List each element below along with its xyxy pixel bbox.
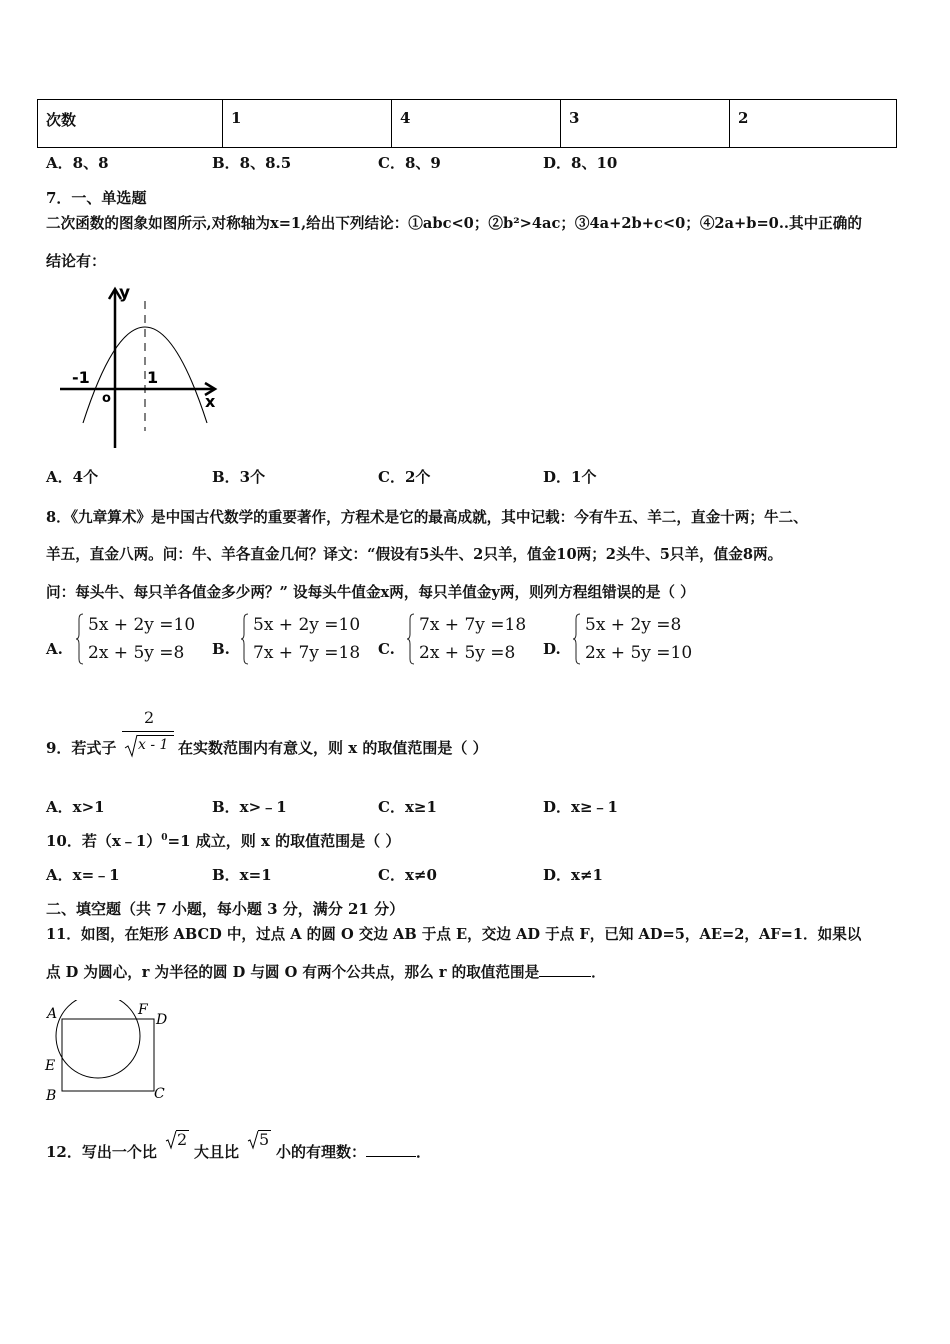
q10-option-c: C．x≠0: [378, 866, 437, 884]
sqrt-icon: [165, 1130, 177, 1150]
data-table: [37, 99, 897, 148]
q8-option-c-label: C.: [378, 640, 395, 658]
label-e: E: [45, 1058, 56, 1074]
q9-option-c: C．x≥1: [378, 798, 437, 816]
equation: 2x + 5y =8: [419, 643, 516, 663]
sqrt-icon: [124, 734, 138, 758]
q8-line1: 8．《九章算术》是中国古代数学的重要著作，方程术是它的最高成就，其中记载：今有牛五、羊二，直金十两；牛二、: [46, 509, 808, 526]
q7-option-b: B．3个: [212, 468, 266, 486]
q12-end: ．: [416, 1143, 432, 1161]
q8-option-a-label: A.: [46, 640, 63, 658]
q6-option-b: B．8、8.5: [212, 154, 292, 172]
q6-option-d: D．8、10: [543, 154, 618, 172]
table-cell: 2: [730, 100, 897, 148]
label-f: F: [138, 1002, 148, 1018]
q8-option-b-system: [241, 611, 361, 669]
q11-line2: [46, 961, 606, 982]
q10-question: [46, 830, 400, 851]
q9-option-d: D．x≥﹣1: [543, 798, 618, 816]
parabola-graph: [55, 283, 225, 453]
table-cell: 次数: [38, 100, 223, 148]
label-a: A: [47, 1006, 58, 1022]
radicand: x - 1: [138, 737, 169, 753]
brace-icon: [573, 613, 581, 665]
q10-superscript: 0: [161, 833, 168, 843]
graph-y-label: y: [119, 283, 131, 303]
equation: 5x + 2y =10: [253, 615, 361, 635]
q8-line2: 羊五，直金八两。问：牛、羊各直金几何？译文：“假设有5头牛、2只羊，值金10两；2头牛、5只羊，值金8两。: [46, 546, 783, 563]
q10-option-a: A．x=﹣1: [46, 866, 120, 884]
q12-prefix: 12．写出一个比: [46, 1143, 157, 1161]
brace-icon: [76, 613, 84, 665]
section-heading: 二、填空题（共 7 小题，每小题 3 分，满分 21 分）: [46, 900, 405, 918]
q6-option-c: C．8、9: [378, 154, 441, 172]
graph-one-label: 1: [147, 368, 159, 387]
q7-line2: 结论有：: [46, 252, 107, 270]
q12-suffix-line: [276, 1141, 431, 1162]
q10-suffix: =1 成立，则 x 的取值范围是（ ）: [167, 832, 401, 850]
q11-line2-text: 点 D 为圆心，r 为半径的圆 D 与圆 O 有两个公共点，那么 r 的取值范围是: [46, 964, 540, 981]
answer-blank[interactable]: [539, 962, 591, 977]
table-cell: 4: [392, 100, 561, 148]
q12-suffix: 小的有理数：: [276, 1143, 367, 1161]
q7-option-a: A．4个: [46, 468, 99, 486]
sqrt-2: [165, 1126, 193, 1152]
q9-fraction: [122, 708, 176, 760]
label-c: C: [154, 1086, 165, 1102]
equation: 7x + 7y =18: [253, 643, 361, 663]
q8-option-b-label: B.: [212, 640, 230, 658]
equation: 5x + 2y =10: [88, 615, 196, 635]
q10-option-d: D．x≠1: [543, 866, 603, 884]
graph-origin-label: o: [102, 391, 111, 406]
q7-heading: 7．一、单选题: [46, 189, 147, 207]
q7-option-d: D．1个: [543, 468, 597, 486]
rectangle-circle-figure: [42, 1000, 182, 1105]
q6-option-a: A．8、8: [46, 154, 109, 172]
q11-line1: 11．如图，在矩形 ABCD 中，过点 A 的圆 O 交边 AB 于点 E，交边 AD 于点 F，已知 AD=5，AE=2，AF=1．如果以: [46, 926, 862, 943]
table-cell: 1: [223, 100, 392, 148]
sqrt-5: [247, 1126, 275, 1152]
sqrt-icon: [247, 1130, 259, 1150]
answer-blank[interactable]: [366, 1142, 416, 1157]
q8-option-c-system: [407, 611, 527, 669]
radicand: 5: [259, 1130, 270, 1149]
q8-option-a-system: [76, 611, 196, 669]
fraction-numerator: 2: [144, 708, 155, 727]
q9-option-a: A．x>1: [46, 798, 105, 816]
radicand: 2: [177, 1130, 188, 1149]
q9-suffix: 在实数范围内有意义，则 x 的取值范围是（ ）: [178, 739, 488, 757]
q7-line1: 二次函数的图象如图所示,对称轴为x=1,给出下列结论：①abc<0；②b²>4ac；③4a+2b+c<0；④2a+b=0..其中正确的: [46, 215, 862, 232]
q9-option-b: B．x>﹣1: [212, 798, 287, 816]
equation: 5x + 2y =8: [585, 615, 682, 635]
q10-prefix: 10．若（x﹣1）: [46, 832, 162, 850]
equation: 7x + 7y =18: [419, 615, 527, 635]
brace-icon: [407, 613, 415, 665]
q11-line2-end: ．: [591, 964, 606, 981]
q9-prefix: 9．若式子: [46, 739, 117, 757]
q8-option-d-label: D.: [543, 640, 561, 658]
equation: 2x + 5y =8: [88, 643, 185, 663]
label-b: B: [46, 1088, 57, 1104]
q8-line3: 问：每头牛、每只羊各值金多少两？” 设每头牛值金x两，每只羊值金y两，则列方程组错误的是（ ）: [46, 584, 695, 601]
q7-option-c: C．2个: [378, 468, 431, 486]
brace-icon: [241, 613, 249, 665]
table-row: [38, 100, 897, 148]
table-cell: 3: [561, 100, 730, 148]
q10-option-b: B．x=1: [212, 866, 272, 884]
label-d: D: [156, 1012, 168, 1028]
q8-option-d-system: [573, 611, 693, 669]
graph-x-label: x: [205, 392, 216, 411]
graph-neg-one-label: -1: [72, 368, 90, 387]
equation: 2x + 5y =10: [585, 643, 693, 663]
q12-mid: 大且比: [194, 1143, 240, 1161]
